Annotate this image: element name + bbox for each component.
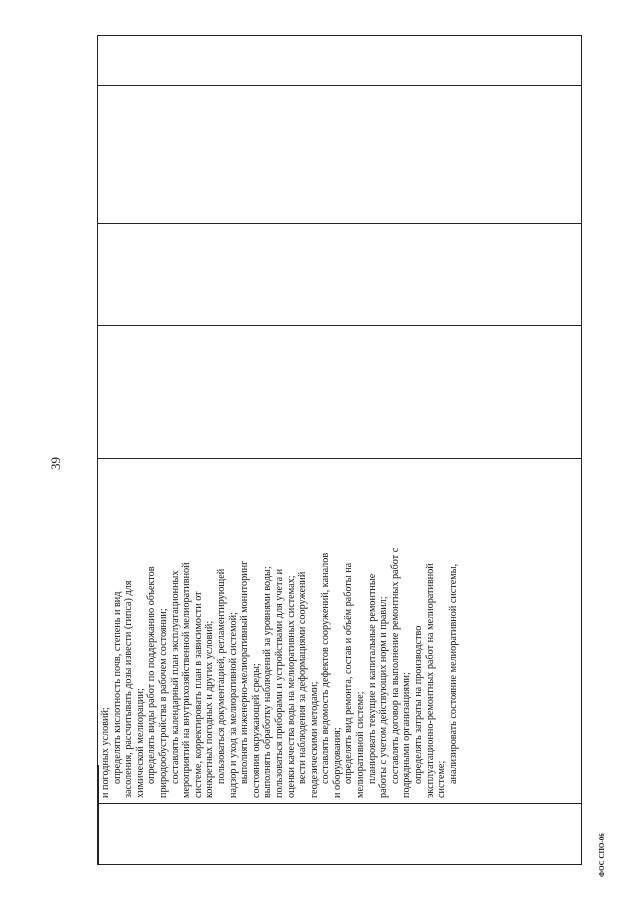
competency-line: составлять календарный план эксплуатационных xyxy=(169,570,181,784)
competency-line: и оборудования; xyxy=(331,727,343,798)
competency-line: подрядными организациями; xyxy=(401,672,413,798)
table-column-divider xyxy=(98,85,581,86)
competency-line: мероприятий на внутрихозяйственной мелиоративной xyxy=(181,562,193,798)
competency-line: оценки качества воды на мелиоративных системах; xyxy=(285,575,297,798)
table-row-divider xyxy=(98,765,99,864)
competency-line: работы с учетом действующих норм и правил; xyxy=(378,596,390,798)
competency-line: планировать текущие и капитальные ремонтные xyxy=(366,573,378,784)
competency-line: выполнять инженерно-мелиоративный мониторинг xyxy=(239,560,251,784)
competency-line: системе, корректировать план в зависимости от xyxy=(192,591,204,798)
competency-line: пользоваться приборами и устройствами для учета и xyxy=(273,568,285,798)
competency-line: выполнять обработку наблюдений за уровнями воды; xyxy=(262,566,274,798)
competency-line: мелиоративной системе; xyxy=(355,691,367,798)
competency-line: определять виды работ по поддержанию объектов xyxy=(146,566,158,784)
competency-line: природообустройства в рабочем состоянии; xyxy=(157,608,169,798)
competency-line: системе; xyxy=(436,760,448,798)
competency-line: эксплуатационно-ремонтных работ на мелиоративной xyxy=(424,563,436,798)
table-column-divider xyxy=(98,325,581,326)
page-number: 39 xyxy=(48,457,63,470)
competency-line: химической мелиорации; xyxy=(134,688,146,798)
competency-line: надзор и уход за мелиоративной системой; xyxy=(227,612,239,798)
competency-line: определять вид ремонта, состав и объём работы на xyxy=(343,562,355,784)
competency-line: и погодных условий; xyxy=(100,707,111,798)
competency-line: засоления, рассчитывать дозы извести (гипса) для xyxy=(123,580,135,798)
competency-line: геодезическими методами; xyxy=(308,681,320,798)
competency-line: анализировать состояние мелиоративной системы, xyxy=(447,563,459,784)
competency-line: состояния окружающей среды; xyxy=(250,663,262,798)
table-column-divider xyxy=(98,223,581,224)
competency-line: пользоваться документацией, регламентирующей xyxy=(215,568,227,784)
competency-line: определять затраты на производство xyxy=(413,625,425,784)
competency-line: конкретных погодных и других условий; xyxy=(204,620,216,798)
competency-line: составлять договор на выполнение ремонтных работ с xyxy=(389,547,401,784)
competency-line: составлять ведомость дефектов сооружений, каналов xyxy=(320,552,332,784)
competency-line: определять кислотность почв, степень и вид xyxy=(111,591,123,784)
table-column-divider xyxy=(98,803,581,804)
footer-code: ФОС СПО-06 xyxy=(598,833,606,877)
competency-line: вести наблюдения за деформациями сооружений xyxy=(297,571,309,784)
competency-list xyxy=(100,458,572,798)
